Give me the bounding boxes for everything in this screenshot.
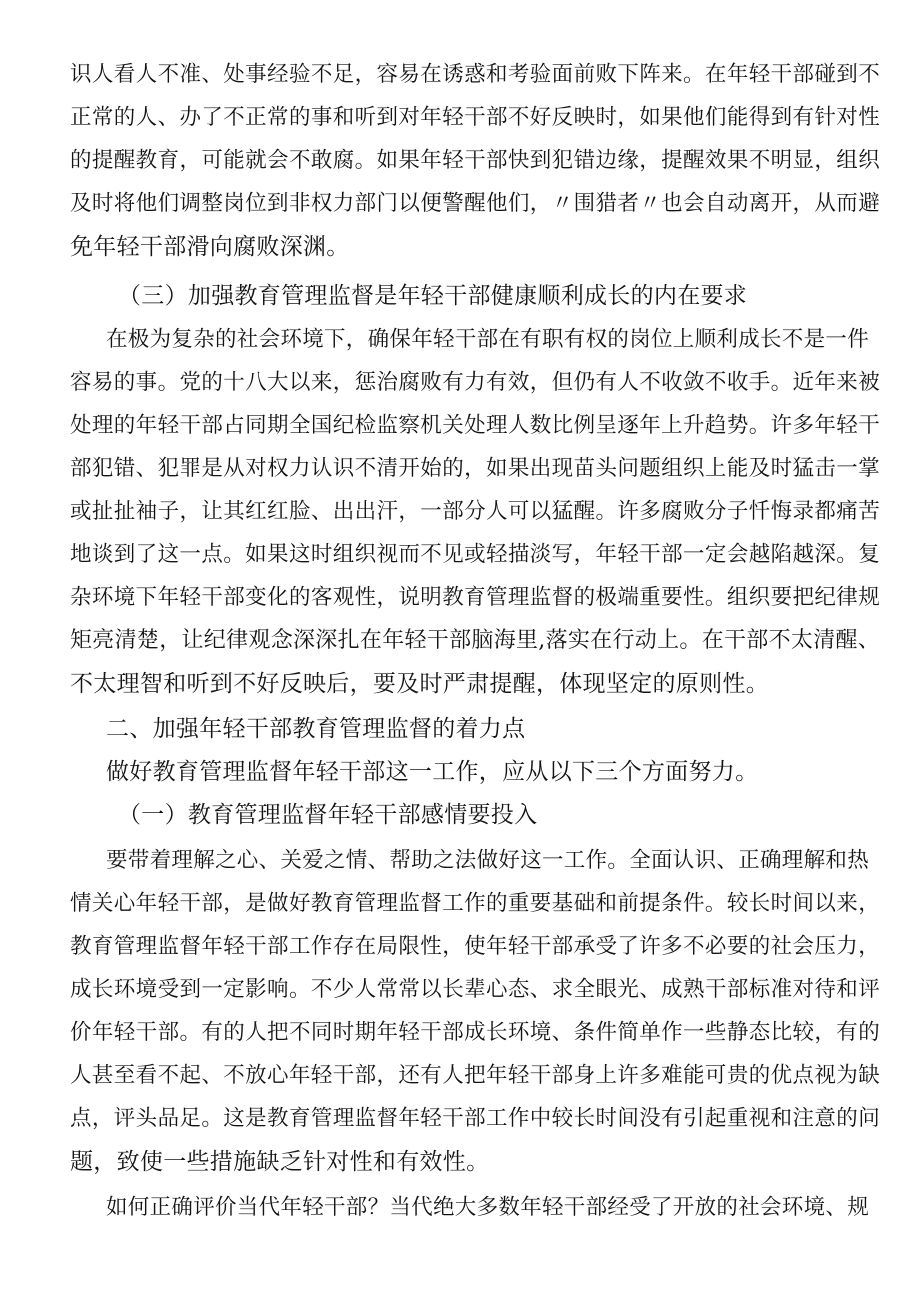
paragraph-line: 点，评头品足。这是教育管理监督年轻干部工作中较长时间没有引起重视和注意的问: [70, 1106, 880, 1131]
paragraph-line: 要带着理解之心、关爱之情、帮助之法做好这一工作。全面认识、正确理解和热: [106, 848, 870, 873]
paragraph-line: 地谈到了这一点。如果这时组织视而不见或轻描淡写，年轻干部一定会越陷越深。复: [70, 542, 880, 567]
paragraph-line: 部犯错、犯罪是从对权力认识不清开始的，如果出现苗头问题组织上能及时猛击一掌: [70, 456, 880, 481]
paragraph-line: 免年轻干部滑向腐败深渊。: [70, 234, 350, 260]
paragraph-line: 矩亮清楚，让纪律观念深深扎在年轻干部脑海里,落实在行动上。在干部不太清醒、: [70, 628, 881, 653]
paragraph-line: 杂环境下年轻干部变化的客观性，说明教育管理监督的极端重要性。组织要把纪律规: [70, 585, 880, 610]
paragraph-line: 人甚至看不起、不放心年轻干部，还有人把年轻干部身上许多难能可贵的优点视为缺: [70, 1063, 880, 1088]
paragraph-line: 识人看人不准、处事经验不足，容易在诱惑和考验面前败下阵来。在年轻干部碰到不: [70, 62, 880, 87]
paragraph-line: 题，致使一些措施缺乏针对性和有效性。: [70, 1149, 490, 1175]
paragraph-line: 教育管理监督年轻干部工作存在局限性，使年轻干部承受了许多不必要的社会压力，: [70, 934, 880, 959]
paragraph-line: 容易的事。党的十八大以来，惩治腐败有力有效，但仍有人不收敛不收手。近年来被: [70, 370, 880, 395]
section-heading: （三）加强教育管理监督是年轻干部健康顺利成长的内在要求: [118, 283, 748, 309]
paragraph-line: 成长环境受到一定影响。不少人常常以长辈心态、求全眼光、成熟干部标准对待和评: [70, 977, 880, 1002]
paragraph-line: 情关心年轻干部，是做好教育管理监督工作的重要基础和前提条件。较长时间以来，: [70, 891, 880, 916]
paragraph-line: 的提醒教育，可能就会不敢腐。如果年轻干部快到犯错边缘，提醒效果不明显，组织: [70, 148, 880, 173]
section-heading: （一）教育管理监督年轻干部感情要投入: [118, 802, 538, 828]
paragraph-line: 如何正确评价当代年轻干部？当代绝大多数年轻干部经受了开放的社会环境、规: [106, 1195, 870, 1220]
paragraph-line: 或扯扯袖子，让其红红脸、出出汗，一部分人可以猛醒。许多腐败分子忏悔录都痛苦: [70, 499, 880, 524]
paragraph-line: 正常的人、办了不正常的事和听到对年轻干部不好反映时，如果他们能得到有针对性: [70, 105, 880, 130]
paragraph-line: 价年轻干部。有的人把不同时期年轻干部成长环境、条件简单作一些静态比较，有的: [70, 1020, 880, 1045]
chapter-heading: 二、加强年轻干部教育管理监督的着力点: [106, 716, 526, 742]
paragraph-line: 不太理智和听到不好反映后，要及时严肃提醒，体现坚定的原则性。: [70, 671, 769, 697]
paragraph-line: 做好教育管理监督年轻干部这一工作，应从以下三个方面努力。: [106, 759, 759, 785]
paragraph-line: 处理的年轻干部占同期全国纪检监察机关处理人数比例呈逐年上升趋势。许多年轻干: [70, 413, 880, 438]
paragraph-line: 在极为复杂的社会环境下，确保年轻干部在有职有权的岗位上顺利成长不是一件: [106, 327, 870, 352]
paragraph-line: 及时将他们调整岗位到非权力部门以便警醒他们，〃围猎者〃也会自动离开，从而避: [70, 191, 880, 216]
